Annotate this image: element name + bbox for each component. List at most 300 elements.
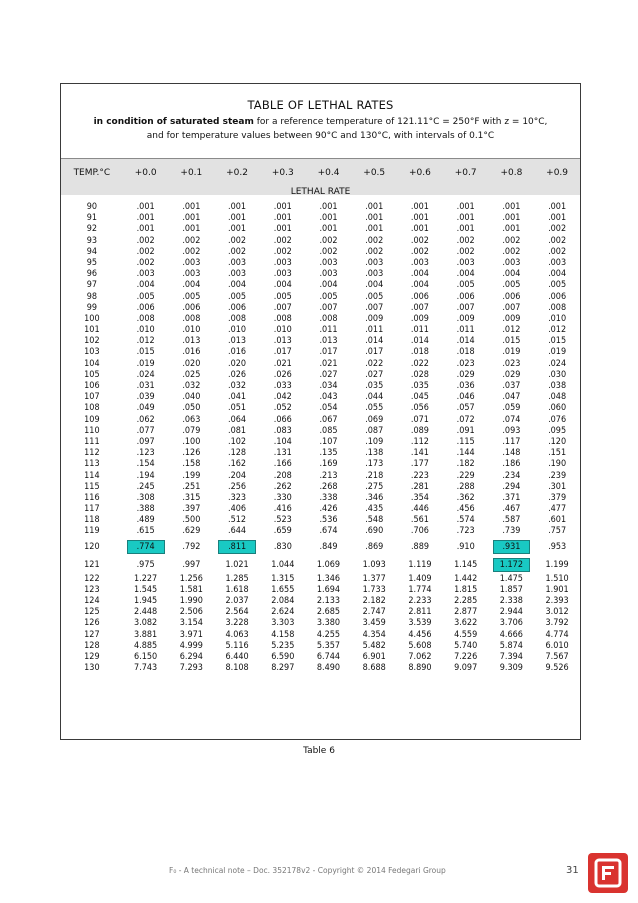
rate-cell: 4.559 (454, 629, 478, 640)
rate-cell: 2.182 (362, 596, 386, 606)
rate-cell: 1.655 (271, 584, 295, 595)
rate-cell: .154 (136, 459, 155, 470)
rate-cell: .006 (502, 291, 521, 302)
rate-cell: .002 (182, 246, 201, 257)
table-row (61, 596, 580, 607)
temp-cell: 105 (84, 369, 100, 380)
rate-cell: .013 (182, 336, 201, 347)
temp-cell: 121 (84, 559, 100, 570)
rate-cell: .002 (182, 235, 201, 246)
rate-cell: .044 (365, 392, 384, 403)
rate-cell: .426 (319, 504, 338, 515)
table-row (61, 437, 580, 448)
rate-cell: 6.901 (362, 651, 386, 662)
rate-cell: .074 (502, 414, 521, 425)
rate-cell: .060 (548, 403, 567, 414)
rate-cell: .138 (365, 448, 384, 459)
rate-cell: .002 (273, 235, 292, 246)
table-row (61, 415, 580, 426)
rate-cell: .010 (182, 325, 201, 336)
rate-cell: .001 (182, 224, 201, 235)
temp-cell: 118 (84, 515, 100, 526)
header-col-7: +0.6 (409, 168, 431, 178)
rate-cell: .002 (319, 235, 338, 246)
rate-cell: .288 (456, 481, 475, 492)
rate-cell: 1.442 (454, 573, 478, 584)
temp-cell: 106 (84, 381, 100, 391)
rate-cell: .104 (273, 436, 292, 447)
temp-cell: 98 (86, 291, 98, 302)
rate-cell: 2.685 (316, 607, 341, 618)
footer-text: F₀ - A technical note – Doc. 352178v2 - Copyright © 2014 Fedegari Group (169, 866, 446, 875)
rate-cell: .002 (410, 235, 429, 246)
rate-cell: .371 (502, 492, 521, 503)
rate-cell: .931 (493, 540, 531, 554)
table-row (61, 258, 580, 269)
rate-cell: .093 (502, 425, 521, 436)
rate-cell: 7.226 (454, 651, 478, 662)
rate-cell: .131 (273, 448, 292, 459)
rate-cell: .004 (410, 280, 429, 291)
rate-cell: .239 (548, 470, 567, 481)
rate-cell: .014 (456, 336, 475, 347)
rate-cell: .757 (548, 526, 567, 537)
rate-cell: 1.377 (362, 573, 386, 584)
temp-cell: 94 (86, 246, 98, 257)
table-row (61, 347, 580, 358)
rate-cell: .002 (548, 224, 567, 235)
temp-cell: 119 (84, 526, 100, 537)
rate-cell: .849 (319, 541, 338, 552)
rate-cell: .001 (502, 202, 521, 212)
rate-cell: .467 (502, 504, 521, 515)
rate-cell: 3.539 (408, 618, 432, 629)
rate-cell: 1.475 (499, 573, 523, 584)
rate-cell: 8.490 (316, 663, 341, 674)
rate-cell: 3.228 (225, 618, 249, 629)
rate-cell: .162 (228, 459, 247, 470)
rate-cell: .049 (136, 403, 155, 414)
rate-cell: .012 (136, 336, 155, 347)
table-row (61, 292, 580, 303)
rate-cell: .072 (456, 414, 475, 425)
rate-cell: 2.564 (225, 607, 249, 618)
rate-cell: .015 (502, 336, 521, 347)
rate-cell: .008 (182, 313, 201, 324)
rate-cell: .005 (365, 291, 384, 302)
temp-cell: 129 (84, 651, 100, 662)
rate-cell: 4.158 (271, 629, 295, 640)
rate-cell: .036 (456, 381, 475, 391)
temp-cell: 109 (84, 414, 100, 425)
rate-cell: .007 (365, 302, 384, 313)
rate-cell: .077 (136, 425, 155, 436)
table-subtitle-line2: and for temperature values between 90°C and 130°C, with intervals of 0.1°C (146, 131, 495, 141)
rate-cell: .001 (319, 224, 338, 235)
rate-cell: .173 (365, 459, 384, 470)
rate-cell: .166 (273, 459, 292, 470)
rate-cell: .013 (319, 336, 338, 347)
header-col-9: +0.8 (500, 168, 523, 178)
rate-cell: .001 (273, 224, 292, 235)
rate-cell: .020 (228, 358, 247, 369)
rate-cell: 3.459 (362, 618, 386, 629)
rate-cell: .792 (182, 541, 201, 552)
rate-cell: .006 (182, 302, 201, 313)
temp-cell: 101 (84, 325, 100, 336)
rate-cell: 8.688 (362, 663, 386, 674)
table-row (61, 482, 580, 493)
rate-cell: .446 (410, 504, 429, 515)
rate-cell: .004 (319, 280, 338, 291)
rate-cell: .690 (365, 526, 384, 537)
rate-cell: .014 (365, 336, 384, 347)
rate-cell: .002 (548, 246, 567, 257)
rate-cell: .126 (182, 448, 201, 459)
rate-cell: .042 (273, 392, 292, 403)
rate-cell: .308 (136, 492, 155, 503)
rate-cell: 2.624 (271, 607, 295, 618)
table-row (61, 236, 580, 247)
rate-cell: 6.590 (271, 651, 295, 662)
rate-cell: 6.440 (225, 651, 249, 662)
rate-cell: .003 (182, 269, 201, 280)
rate-cell: 2.393 (545, 596, 569, 606)
rate-cell: 1.346 (316, 573, 341, 584)
table-row (61, 630, 580, 641)
rate-cell: .416 (273, 504, 292, 515)
rate-cell: .030 (548, 369, 567, 380)
rate-cell: .889 (410, 541, 430, 552)
table-row (61, 426, 580, 437)
rate-cell: .830 (273, 541, 292, 552)
rate-cell: .005 (456, 280, 475, 291)
temp-cell: 130 (84, 663, 100, 674)
temp-cell: 107 (84, 392, 100, 403)
rate-cell: .512 (228, 515, 247, 526)
rate-cell: .004 (182, 280, 201, 291)
rate-cell: .047 (502, 392, 521, 403)
page-number: 31 (566, 865, 579, 876)
rate-cell: .112 (410, 436, 429, 447)
rate-cell: .023 (456, 358, 475, 369)
rate-cell: .182 (456, 459, 475, 470)
rate-cell: .456 (456, 504, 475, 515)
rate-cell: .003 (502, 257, 521, 268)
rate-cell: .003 (228, 269, 247, 280)
rate-cell: .026 (228, 369, 247, 380)
rate-cell: .199 (182, 470, 201, 481)
rate-cell: 1.021 (225, 559, 249, 570)
table-row (61, 403, 580, 414)
rate-cell: .500 (182, 515, 201, 526)
rate-cell: 2.747 (362, 607, 386, 618)
rate-cell: .001 (502, 213, 521, 224)
rate-cell: 1.119 (408, 559, 432, 570)
rate-cell: .029 (456, 369, 475, 380)
rate-cell: 1.044 (271, 559, 295, 570)
rate-cell: .001 (136, 202, 155, 212)
header-col-8: +0.7 (454, 168, 477, 178)
rate-cell: 9.097 (454, 663, 478, 674)
rate-cell: .001 (502, 224, 521, 235)
rate-cell: 6.294 (179, 651, 203, 662)
rate-cell: .315 (182, 492, 201, 503)
rate-cell: .002 (319, 246, 338, 257)
rate-cell: .100 (182, 436, 201, 447)
rate-cell: .001 (228, 202, 247, 212)
rate-cell: 3.622 (454, 618, 478, 629)
rate-cell: .081 (228, 425, 247, 436)
rate-cell: .011 (410, 325, 429, 336)
rate-cell: .001 (456, 213, 475, 224)
rate-cell: .245 (136, 481, 155, 492)
temp-cell: 120 (84, 541, 100, 552)
rate-cell: .107 (319, 436, 338, 447)
rate-cell: .644 (228, 526, 247, 537)
rate-cell: .051 (228, 403, 247, 414)
rate-cell: .005 (182, 291, 201, 302)
rate-cell: .006 (228, 302, 247, 313)
rate-cell: .587 (502, 515, 521, 526)
rate-cell: 3.380 (316, 618, 341, 629)
rate-cell: .256 (228, 481, 247, 492)
temp-cell: 91 (86, 213, 98, 224)
rate-cell: .379 (548, 492, 567, 503)
rate-cell: .045 (410, 392, 429, 403)
table-row (61, 336, 580, 347)
rate-cell: .002 (456, 235, 475, 246)
rate-cell: .001 (548, 213, 567, 224)
temp-cell: 117 (84, 504, 100, 515)
rate-cell: 3.012 (545, 607, 569, 618)
rate-cell: 1.093 (362, 559, 386, 570)
rate-cell: .034 (319, 381, 338, 391)
table-row (61, 325, 580, 336)
rate-cell: .008 (136, 313, 155, 324)
rate-cell: 1.256 (179, 573, 203, 584)
rate-cell: 4.063 (225, 629, 249, 640)
header-col-2: +0.1 (180, 168, 203, 178)
rate-cell: .041 (228, 392, 247, 403)
rate-cell: .346 (365, 492, 384, 503)
rate-cell: .064 (228, 414, 247, 425)
rate-cell: .128 (228, 448, 247, 459)
rate-cell: 1.901 (545, 584, 569, 595)
rate-cell: .262 (273, 481, 292, 492)
rate-cell: .001 (136, 224, 155, 235)
rate-cell: 7.293 (179, 663, 203, 674)
rate-cell: .001 (273, 202, 292, 212)
rate-cell: .001 (228, 224, 247, 235)
rate-cell: 1.069 (316, 559, 341, 570)
rate-cell: .001 (182, 202, 201, 212)
rate-cell: 7.743 (134, 663, 158, 674)
rate-cell: .046 (456, 392, 475, 403)
table-row (61, 652, 580, 663)
rate-cell: .723 (456, 526, 475, 537)
rate-cell: .002 (136, 246, 155, 257)
rate-cell: .010 (136, 325, 155, 336)
table-row (61, 314, 580, 325)
rate-cell: .009 (502, 313, 521, 324)
rate-cell: .009 (456, 313, 475, 324)
rate-cell: 4.999 (179, 640, 203, 651)
rate-cell: .002 (548, 235, 567, 246)
rate-cell: .016 (182, 347, 201, 358)
rate-cell: .141 (410, 448, 429, 459)
rate-cell: .135 (319, 448, 338, 459)
rate-cell: .011 (365, 325, 384, 336)
rate-cell: 3.082 (134, 618, 158, 629)
rate-cell: .001 (319, 213, 338, 224)
table-row (61, 493, 580, 504)
rate-cell: .056 (410, 403, 429, 414)
rate-cell: .019 (548, 347, 567, 358)
rate-cell: .026 (273, 369, 292, 380)
temp-cell: 115 (84, 481, 100, 492)
rate-cell: 2.133 (316, 596, 341, 606)
rate-cell: .002 (365, 246, 384, 257)
rate-cell: 1.990 (179, 596, 203, 606)
rate-cell: .063 (182, 414, 201, 425)
rate-cell: .011 (456, 325, 475, 336)
temp-cell: 112 (84, 448, 100, 459)
rate-cell: .009 (365, 313, 384, 324)
rate-cell: .001 (319, 202, 338, 212)
rate-cell: .435 (365, 504, 384, 515)
rate-cell: .001 (228, 213, 247, 224)
rate-cell: .010 (273, 325, 292, 336)
rate-cell: .037 (502, 381, 521, 391)
rate-cell: .002 (502, 235, 521, 246)
rate-cell: .055 (365, 403, 384, 414)
rate-cell: 1.145 (454, 559, 478, 570)
header-col-4: +0.3 (271, 168, 294, 178)
rate-cell: .234 (502, 470, 521, 481)
rate-cell: 1.581 (179, 584, 203, 595)
rate-cell: 4.354 (362, 629, 386, 640)
fedegari-logo-icon (588, 853, 628, 893)
rate-cell: .005 (502, 280, 521, 291)
rate-cell: .194 (136, 470, 155, 481)
rate-cell: .032 (182, 381, 201, 391)
rate-cell: .397 (182, 504, 201, 515)
rate-cell: .028 (410, 369, 429, 380)
rate-cell: 3.303 (271, 618, 295, 629)
rate-cell: .218 (365, 470, 384, 481)
rate-cell: .054 (319, 403, 338, 414)
table-row (61, 538, 580, 556)
rate-cell: .024 (548, 358, 567, 369)
rate-cell: .002 (228, 246, 247, 257)
rate-cell: .001 (182, 213, 201, 224)
temp-cell: 102 (84, 336, 100, 347)
rate-cell: .012 (502, 325, 521, 336)
rate-cell: .158 (182, 459, 201, 470)
rate-cell: 7.567 (545, 651, 569, 662)
rate-cell: 2.338 (499, 596, 523, 606)
rate-cell: .477 (548, 504, 567, 515)
rate-cell: 9.526 (545, 663, 569, 674)
rate-cell: 6.150 (134, 651, 158, 662)
table-row (61, 504, 580, 515)
rate-cell: .040 (182, 392, 201, 403)
rate-cell: .033 (273, 381, 292, 391)
rate-cell: .208 (273, 470, 292, 481)
table-row (61, 224, 580, 235)
rate-cell: 1.945 (134, 596, 158, 606)
rate-cell: 1.227 (134, 573, 158, 584)
rate-cell: .001 (410, 202, 429, 212)
header-col-5: +0.4 (317, 168, 340, 178)
temp-cell: 90 (86, 202, 98, 212)
rate-cell: .323 (228, 492, 247, 503)
temp-cell: 127 (84, 629, 100, 640)
temp-cell: 100 (84, 313, 100, 324)
lethal-rate-label: LETHAL RATE (290, 187, 351, 197)
rate-cell: .025 (182, 369, 201, 380)
rate-cell: 7.394 (499, 651, 523, 662)
header-col-10: +0.9 (546, 168, 569, 178)
rate-cell: .002 (228, 235, 247, 246)
rate-cell: .019 (502, 347, 521, 358)
table-row (61, 607, 580, 618)
rate-cell: .003 (548, 257, 567, 268)
rate-cell: .629 (182, 526, 201, 537)
rate-cell: .017 (365, 347, 384, 358)
rate-cell: 3.154 (179, 618, 203, 629)
rate-cell: 4.666 (499, 629, 523, 640)
rate-cell: .007 (273, 302, 292, 313)
rate-cell: .869 (365, 541, 384, 552)
rate-cell: .536 (319, 515, 338, 526)
table-row (61, 618, 580, 629)
rate-cell: .213 (319, 470, 338, 481)
rate-cell: .005 (136, 291, 155, 302)
rate-cell: .043 (319, 392, 338, 403)
temp-cell: 99 (86, 302, 98, 313)
rate-cell: .021 (319, 358, 338, 369)
rate-cell: .052 (273, 403, 292, 414)
table-subtitle-line1 (61, 115, 580, 129)
rate-cell: .910 (456, 541, 475, 552)
rate-cell: 1.815 (454, 584, 478, 595)
rate-cell: .005 (319, 291, 338, 302)
rate-cell: 1.199 (545, 559, 569, 570)
rate-cell: .953 (548, 541, 567, 552)
rate-cell: .003 (273, 269, 292, 280)
temp-cell: 122 (84, 573, 100, 584)
table-title: TABLE OF LETHAL RATES (247, 98, 394, 112)
rate-cell: 1.409 (408, 573, 432, 584)
rate-cell: .048 (548, 392, 567, 403)
rate-cell: .024 (136, 369, 155, 380)
rate-cell: 5.608 (408, 640, 432, 651)
rate-cell: 2.233 (408, 596, 432, 606)
rate-cell: .010 (228, 325, 247, 336)
rate-cell: 1.694 (316, 584, 341, 595)
temp-cell: 113 (84, 459, 100, 470)
rate-cell: .020 (182, 358, 201, 369)
table-row (61, 448, 580, 459)
table-title-block (61, 98, 580, 143)
rate-cell: .003 (228, 257, 247, 268)
rate-cell: .148 (502, 448, 521, 459)
temp-cell: 114 (84, 470, 100, 481)
rate-cell: 4.255 (316, 629, 341, 640)
rate-cell: .004 (228, 280, 247, 291)
